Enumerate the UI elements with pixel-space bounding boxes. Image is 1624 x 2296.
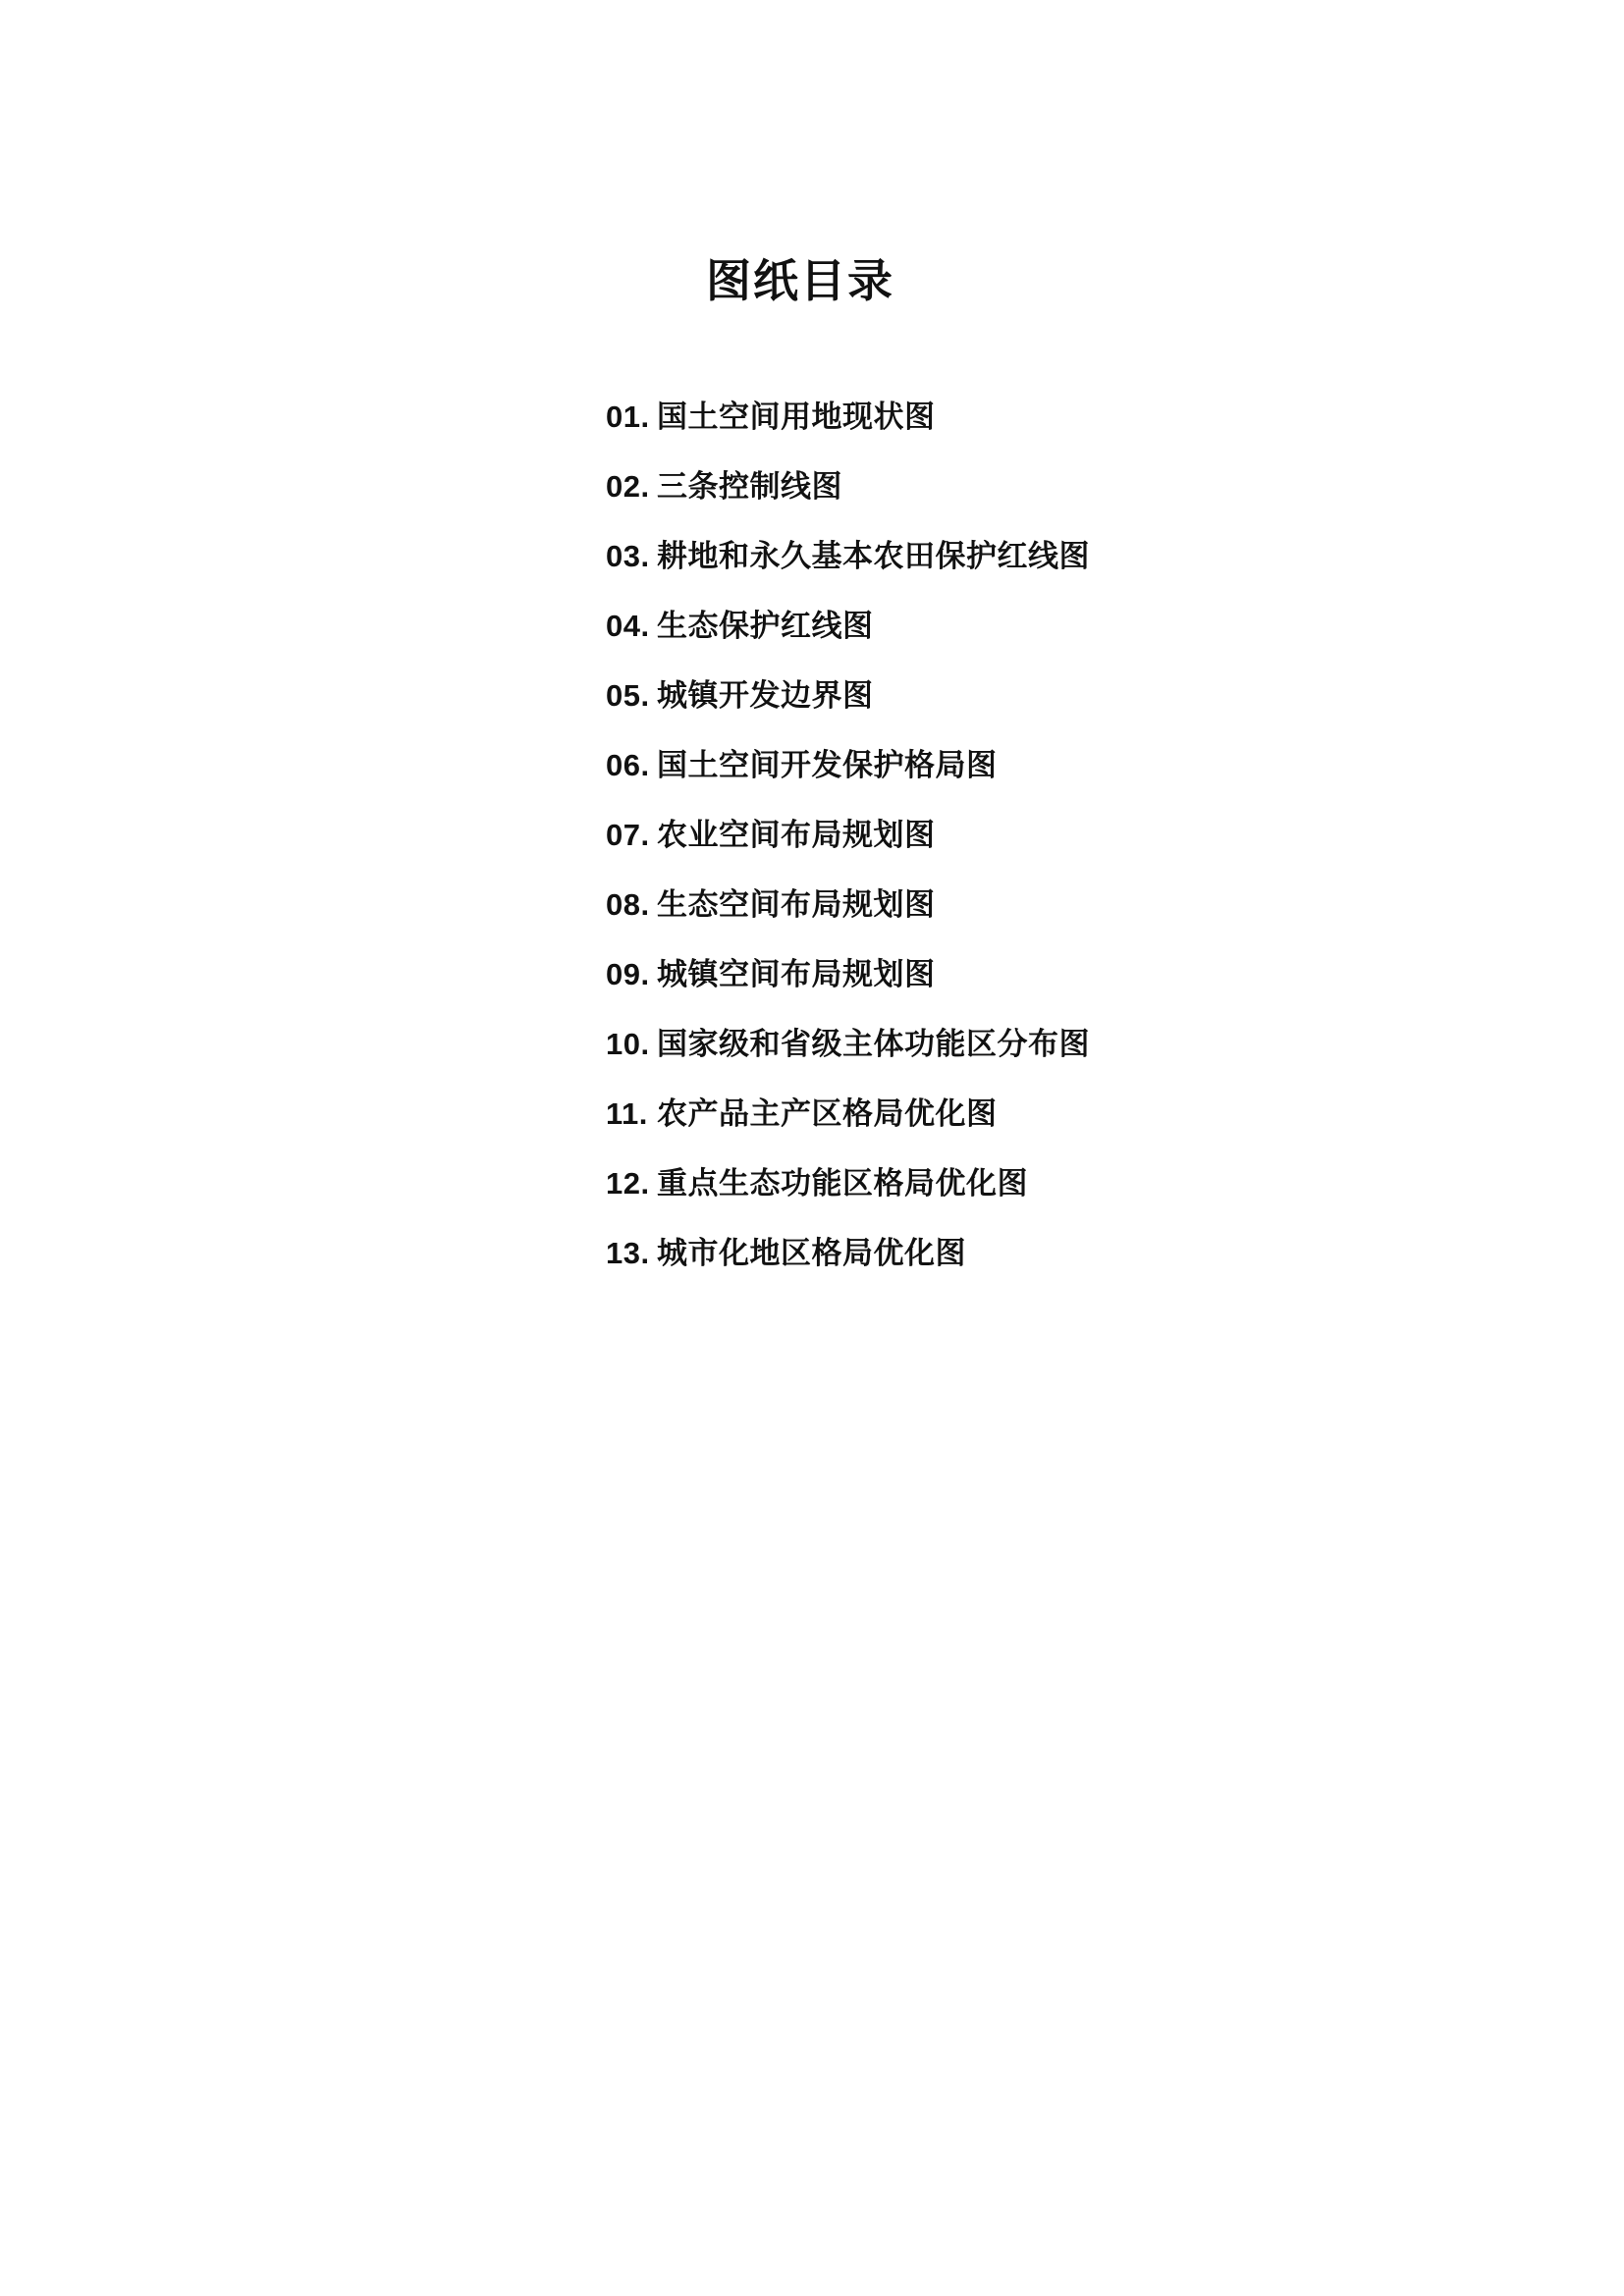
toc-item — [606, 749, 1090, 782]
toc-item — [606, 540, 1090, 573]
toc-item — [606, 819, 1090, 852]
toc-item-number: 03. — [606, 539, 650, 573]
toc-item-label: 耕地和永久基本农田保护红线图 — [657, 539, 1090, 573]
drawing-list — [606, 400, 1090, 1307]
toc-item — [606, 470, 1090, 504]
toc-item — [606, 958, 1090, 991]
toc-item-label: 重点生态功能区格局优化图 — [657, 1166, 1028, 1201]
toc-item-label: 农业空间布局规划图 — [657, 818, 936, 852]
toc-item — [606, 1237, 1090, 1270]
toc-item-label: 国土空间开发保护格局图 — [657, 748, 998, 782]
toc-item-number: 08. — [606, 887, 650, 922]
toc-item — [606, 400, 1090, 434]
toc-item-label: 农产品主产区格局优化图 — [657, 1096, 998, 1131]
toc-item-number: 09. — [606, 957, 650, 991]
toc-item-label: 三条控制线图 — [657, 469, 842, 504]
toc-item — [606, 1097, 1090, 1131]
toc-item-number: 02. — [606, 469, 650, 504]
toc-item-label: 城市化地区格局优化图 — [657, 1236, 966, 1270]
toc-item-label: 国家级和省级主体功能区分布图 — [657, 1027, 1090, 1061]
toc-item-number: 06. — [606, 748, 650, 782]
toc-item-number: 01. — [606, 400, 650, 434]
toc-item — [606, 679, 1090, 713]
toc-item-label: 国土空间用地现状图 — [657, 400, 936, 434]
toc-item-number: 11. — [606, 1096, 648, 1131]
toc-item-number: 05. — [606, 678, 650, 713]
toc-item-number: 13. — [606, 1236, 650, 1270]
toc-item-label: 生态空间布局规划图 — [657, 887, 936, 922]
toc-item — [606, 1167, 1090, 1201]
toc-item-label: 城镇空间布局规划图 — [657, 957, 936, 991]
toc-item-label: 城镇开发边界图 — [657, 678, 874, 713]
page-title: 图纸目录 — [706, 255, 894, 306]
toc-item-number: 04. — [606, 609, 650, 643]
toc-item-number: 10. — [606, 1027, 650, 1061]
toc-item-number: 12. — [606, 1166, 650, 1201]
toc-item — [606, 888, 1090, 922]
toc-item-label: 生态保护红线图 — [657, 609, 874, 643]
toc-item — [606, 1028, 1090, 1061]
toc-item-number: 07. — [606, 818, 650, 852]
toc-item — [606, 610, 1090, 643]
